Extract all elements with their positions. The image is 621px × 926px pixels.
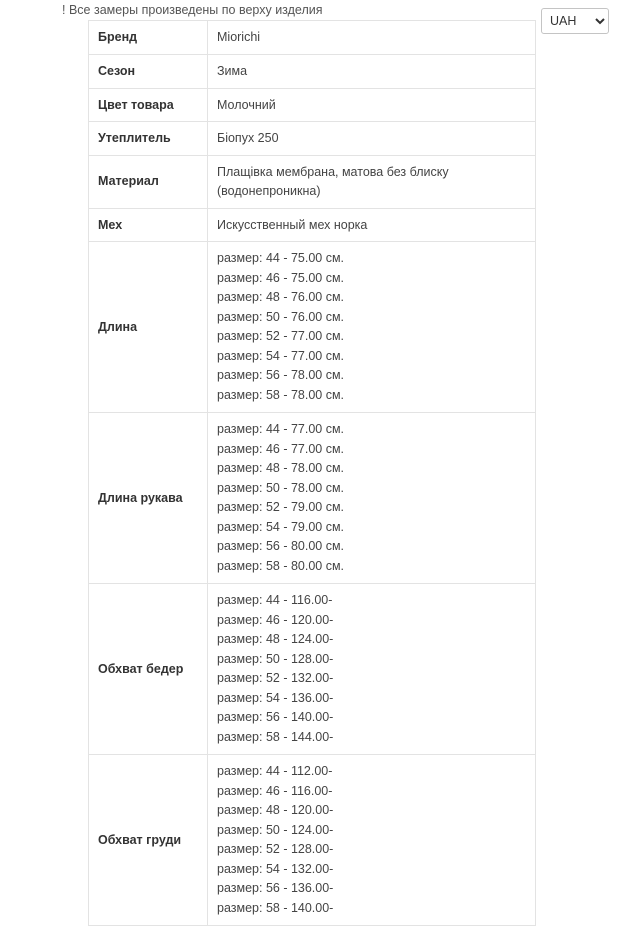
- size-line: размер: 56 - 78.00 см.: [217, 368, 345, 383]
- size-line: размер: 50 - 76.00 см.: [217, 309, 345, 324]
- table-row: [89, 54, 536, 88]
- table-row: [89, 21, 536, 55]
- row-value-sizes: [208, 755, 536, 926]
- size-line: размер: 52 - 77.00 см.: [217, 329, 345, 344]
- table-row: [89, 208, 536, 242]
- specifications-table: [88, 20, 536, 926]
- row-label: Длина: [89, 242, 208, 413]
- table-row: [89, 122, 536, 156]
- table-row: [89, 413, 536, 584]
- table-row: [89, 584, 536, 755]
- size-line: размер: 50 - 124.00-: [217, 822, 334, 837]
- currency-select[interactable]: [541, 8, 609, 34]
- table-row: [89, 156, 536, 209]
- size-line: размер: 52 - 132.00-: [217, 671, 334, 686]
- size-line: размер: 56 - 136.00-: [217, 881, 334, 896]
- row-label: Мех: [89, 208, 208, 242]
- size-line: размер: 48 - 76.00 см.: [217, 290, 345, 305]
- table-row: [89, 242, 536, 413]
- row-label: Материал: [89, 156, 208, 209]
- size-line: размер: 44 - 116.00-: [217, 593, 333, 608]
- row-value-sizes: [208, 413, 536, 584]
- specifications-table-body: [89, 21, 536, 926]
- size-line: размер: 54 - 136.00-: [217, 690, 334, 705]
- size-line: размер: 46 - 120.00-: [217, 612, 334, 627]
- size-line: размер: 58 - 140.00-: [217, 900, 334, 915]
- size-line: размер: 52 - 79.00 см.: [217, 500, 345, 515]
- table-row: [89, 88, 536, 122]
- row-label: Утеплитель: [89, 122, 208, 156]
- table-row: [89, 755, 536, 926]
- row-label: Обхват бедер: [89, 584, 208, 755]
- size-line: размер: 48 - 124.00-: [217, 632, 334, 647]
- size-line: размер: 46 - 77.00 см.: [217, 441, 345, 456]
- size-line: размер: 54 - 77.00 см.: [217, 348, 345, 363]
- size-line: размер: 48 - 120.00-: [217, 803, 334, 818]
- row-value: Искусственный мех норка: [208, 208, 536, 242]
- row-value: Miorichi: [208, 21, 536, 55]
- size-line: размер: 58 - 78.00 см.: [217, 387, 345, 402]
- row-label: Сезон: [89, 54, 208, 88]
- row-label: Цвет товара: [89, 88, 208, 122]
- row-value: Молочний: [208, 88, 536, 122]
- size-line: размер: 54 - 132.00-: [217, 861, 334, 876]
- size-line: размер: 44 - 112.00-: [217, 764, 333, 779]
- size-line: размер: 56 - 140.00-: [217, 710, 334, 725]
- size-line: размер: 46 - 116.00-: [217, 783, 333, 798]
- size-line: размер: 58 - 144.00-: [217, 729, 334, 744]
- size-line: размер: 48 - 78.00 см.: [217, 461, 345, 476]
- measurement-notice: ! Все замеры произведены по верху изделия: [62, 3, 323, 17]
- row-value-sizes: [208, 242, 536, 413]
- size-line: размер: 58 - 80.00 см.: [217, 558, 345, 573]
- size-line: размер: 54 - 79.00 см.: [217, 519, 345, 534]
- row-label: Обхват груди: [89, 755, 208, 926]
- size-line: размер: 44 - 77.00 см.: [217, 422, 345, 437]
- size-line: размер: 50 - 128.00-: [217, 651, 334, 666]
- row-value: Плащівка мембрана, матова без блиску (водонепроникна): [208, 156, 536, 209]
- row-label: Длина рукава: [89, 413, 208, 584]
- row-value-sizes: [208, 584, 536, 755]
- size-line: размер: 56 - 80.00 см.: [217, 539, 345, 554]
- row-value: Біопух 250: [208, 122, 536, 156]
- size-line: размер: 44 - 75.00 см.: [217, 251, 345, 266]
- size-line: размер: 52 - 128.00-: [217, 842, 334, 857]
- row-value: Зима: [208, 54, 536, 88]
- size-line: размер: 46 - 75.00 см.: [217, 270, 345, 285]
- row-label: Бренд: [89, 21, 208, 55]
- size-line: размер: 50 - 78.00 см.: [217, 480, 345, 495]
